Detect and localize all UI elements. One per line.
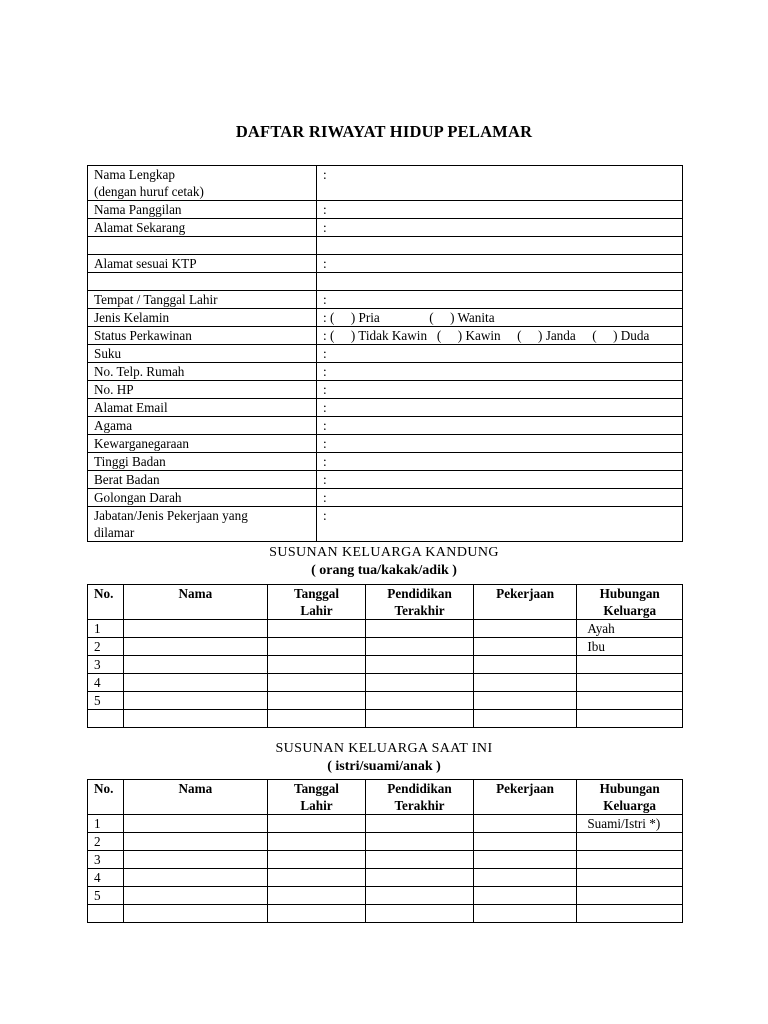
bio-label-line: Agama xyxy=(94,418,133,433)
bio-label-line: (dengan huruf cetak) xyxy=(94,184,204,199)
bio-label-line: No. HP xyxy=(94,382,134,397)
relationship-cell[interactable] xyxy=(577,905,683,923)
bio-value-field[interactable] xyxy=(317,255,683,273)
relationship-cell[interactable] xyxy=(577,692,683,710)
bio-label xyxy=(88,219,317,237)
bio-label xyxy=(88,291,317,309)
header-birthdate xyxy=(267,585,365,620)
applicant-bio-table xyxy=(87,165,683,542)
header-name-line: Nama xyxy=(178,781,213,796)
table-row xyxy=(88,869,683,887)
bio-label-line xyxy=(94,237,316,254)
bio-value-field[interactable] xyxy=(317,166,683,201)
header-education-line: Terakhir xyxy=(394,798,445,813)
bio-label-line: Jabatan/Jenis Pekerjaan yang xyxy=(94,508,248,523)
birthdate-cell[interactable] xyxy=(267,692,365,710)
birthdate-cell[interactable] xyxy=(267,656,365,674)
bio-value-field[interactable] xyxy=(317,291,683,309)
bio-value xyxy=(323,273,326,290)
bio-value xyxy=(323,237,326,254)
bio-label xyxy=(88,255,317,273)
name-cell[interactable] xyxy=(123,656,267,674)
bio-label-line: Alamat Email xyxy=(94,400,168,415)
bio-value: : xyxy=(323,202,327,217)
header-relationship xyxy=(577,780,683,815)
header-no xyxy=(88,585,124,620)
name-cell[interactable] xyxy=(123,674,267,692)
family-origin-subheading: ( orang tua/kakak/adik ) xyxy=(311,563,457,578)
bio-label xyxy=(88,309,317,327)
birthdate-cell[interactable] xyxy=(267,887,365,905)
family-current-subheading: ( istri/suami/anak ) xyxy=(327,759,441,774)
bio-row xyxy=(88,399,683,417)
education-cell[interactable] xyxy=(366,710,474,728)
bio-label-line: Nama Lengkap xyxy=(94,167,175,182)
row-number xyxy=(88,710,124,728)
bio-label-line: Suku xyxy=(94,346,122,361)
education-cell[interactable] xyxy=(366,674,474,692)
education-cell[interactable] xyxy=(366,620,474,638)
header-occupation xyxy=(473,780,577,815)
table-row xyxy=(88,710,683,728)
bio-label xyxy=(88,363,317,381)
occupation-cell[interactable] xyxy=(473,905,577,923)
name-cell[interactable] xyxy=(123,851,267,869)
family-origin-heading: SUSUNAN KELUARGA KANDUNG xyxy=(269,545,499,560)
bio-row xyxy=(88,255,683,273)
header-name xyxy=(123,780,267,815)
bio-value-field[interactable] xyxy=(317,453,683,471)
table-row xyxy=(88,638,683,656)
name-cell[interactable] xyxy=(123,710,267,728)
occupation-cell[interactable] xyxy=(473,815,577,833)
bio-label-line: Nama Panggilan xyxy=(94,202,182,217)
bio-row xyxy=(88,471,683,489)
birthdate-cell[interactable] xyxy=(267,620,365,638)
bio-label xyxy=(88,327,317,345)
bio-value-field[interactable] xyxy=(317,363,683,381)
family-origin-table xyxy=(87,584,683,728)
table-row xyxy=(88,620,683,638)
bio-label xyxy=(88,345,317,363)
bio-row xyxy=(88,327,683,345)
header-no-line: No. xyxy=(94,781,114,796)
bio-row xyxy=(88,417,683,435)
bio-row xyxy=(88,345,683,363)
bio-value-field[interactable] xyxy=(317,345,683,363)
education-cell[interactable] xyxy=(366,851,474,869)
bio-value: : xyxy=(323,400,327,415)
occupation-cell[interactable] xyxy=(473,620,577,638)
row-number: 4 xyxy=(88,674,124,692)
header-relationship xyxy=(577,585,683,620)
name-cell[interactable] xyxy=(123,869,267,887)
birthdate-cell[interactable] xyxy=(267,674,365,692)
education-cell[interactable] xyxy=(366,887,474,905)
education-cell[interactable] xyxy=(366,656,474,674)
name-cell[interactable] xyxy=(123,905,267,923)
row-number: 3 xyxy=(88,656,124,674)
birthdate-cell[interactable] xyxy=(267,869,365,887)
table-row xyxy=(88,692,683,710)
bio-label-line: Berat Badan xyxy=(94,472,160,487)
name-cell[interactable] xyxy=(123,638,267,656)
bio-value: : ( ) Tidak Kawin ( ) Kawin ( ) Janda ( ) Duda xyxy=(323,328,650,343)
occupation-cell[interactable] xyxy=(473,833,577,851)
bio-value: : xyxy=(323,454,327,469)
bio-label-line: Golongan Darah xyxy=(94,490,182,505)
table-header-row xyxy=(88,585,683,620)
bio-value: : ( ) Pria ( ) Wanita xyxy=(323,310,495,325)
bio-row xyxy=(88,219,683,237)
bio-row xyxy=(88,201,683,219)
bio-label xyxy=(88,399,317,417)
birthdate-cell[interactable] xyxy=(267,638,365,656)
bio-label xyxy=(88,453,317,471)
header-education-line: Pendidikan xyxy=(387,781,452,796)
header-occupation xyxy=(473,585,577,620)
bio-label xyxy=(88,166,317,201)
bio-row xyxy=(88,291,683,309)
row-number: 5 xyxy=(88,692,124,710)
birthdate-cell[interactable] xyxy=(267,905,365,923)
bio-label-line: Tinggi Badan xyxy=(94,454,166,469)
header-education xyxy=(366,585,474,620)
header-education-line: Pendidikan xyxy=(387,586,452,601)
bio-value: : xyxy=(323,508,327,523)
education-cell[interactable] xyxy=(366,869,474,887)
row-number: 1 xyxy=(88,815,124,833)
bio-label xyxy=(88,489,317,507)
header-birthdate xyxy=(267,780,365,815)
header-relationship-line: Hubungan xyxy=(599,586,660,601)
occupation-cell[interactable] xyxy=(473,692,577,710)
name-cell[interactable] xyxy=(123,833,267,851)
occupation-cell[interactable] xyxy=(473,869,577,887)
bio-value-field[interactable] xyxy=(317,507,683,542)
header-education xyxy=(366,780,474,815)
bio-label-line: Status Perkawinan xyxy=(94,328,192,343)
header-relationship-line: Keluarga xyxy=(603,798,657,813)
bio-label-line: No. Telp. Rumah xyxy=(94,364,185,379)
bio-label xyxy=(88,435,317,453)
relationship-cell[interactable] xyxy=(577,833,683,851)
bio-value: : xyxy=(323,490,327,505)
row-number: 5 xyxy=(88,887,124,905)
relationship-cell[interactable] xyxy=(577,887,683,905)
bio-label-line: Alamat Sekarang xyxy=(94,220,186,235)
header-occupation-line: Pekerjaan xyxy=(496,586,555,601)
bio-row xyxy=(88,507,683,542)
table-row xyxy=(88,851,683,869)
education-cell[interactable] xyxy=(366,692,474,710)
bio-row xyxy=(88,363,683,381)
bio-label xyxy=(88,507,317,542)
relationship-cell[interactable] xyxy=(577,851,683,869)
bio-value: : xyxy=(323,418,327,433)
header-birthdate-line: Lahir xyxy=(300,798,333,813)
occupation-cell[interactable] xyxy=(473,851,577,869)
name-cell[interactable] xyxy=(123,887,267,905)
bio-value: : xyxy=(323,364,327,379)
birthdate-cell[interactable] xyxy=(267,710,365,728)
header-birthdate-line: Tanggal xyxy=(294,781,339,796)
family-current-table xyxy=(87,779,683,923)
bio-label xyxy=(88,471,317,489)
bio-row xyxy=(88,237,683,255)
bio-label xyxy=(88,381,317,399)
bio-row xyxy=(88,381,683,399)
name-cell[interactable] xyxy=(123,692,267,710)
bio-label-line: Alamat sesuai KTP xyxy=(94,256,197,271)
occupation-cell[interactable] xyxy=(473,638,577,656)
bio-label-line: Jenis Kelamin xyxy=(94,310,170,325)
row-number: 4 xyxy=(88,869,124,887)
header-occupation-line: Pekerjaan xyxy=(496,781,554,796)
birthdate-cell[interactable] xyxy=(267,851,365,869)
bio-row xyxy=(88,435,683,453)
bio-value: : xyxy=(323,220,327,235)
relationship-cell[interactable] xyxy=(577,674,683,692)
relationship-cell[interactable]: Suami/Istri *) xyxy=(577,815,683,833)
bio-value: : xyxy=(323,472,327,487)
header-name-line: Nama xyxy=(178,586,213,601)
bio-label-line: dilamar xyxy=(94,525,135,540)
bio-value-field[interactable] xyxy=(317,201,683,219)
bio-value-field[interactable] xyxy=(317,417,683,435)
relationship-cell[interactable] xyxy=(577,710,683,728)
relationship-cell[interactable] xyxy=(577,656,683,674)
header-birthdate-line: Lahir xyxy=(300,603,333,618)
row-number: 2 xyxy=(88,833,124,851)
header-no xyxy=(88,780,124,815)
family-current-section-heading xyxy=(0,741,768,775)
bio-row xyxy=(88,489,683,507)
relationship-cell[interactable] xyxy=(577,869,683,887)
row-number xyxy=(88,905,124,923)
bio-value-field[interactable] xyxy=(317,219,683,237)
family-current-heading: SUSUNAN KELUARGA SAAT INI xyxy=(275,741,493,756)
bio-value-field[interactable] xyxy=(317,489,683,507)
bio-label xyxy=(88,201,317,219)
bio-value: : xyxy=(323,436,327,451)
bio-value: : xyxy=(323,382,327,397)
name-cell[interactable] xyxy=(123,620,267,638)
education-cell[interactable] xyxy=(366,638,474,656)
table-row xyxy=(88,887,683,905)
table-row xyxy=(88,815,683,833)
bio-value: : xyxy=(323,256,327,271)
bio-row xyxy=(88,309,683,327)
bio-value: : xyxy=(323,346,327,361)
bio-row xyxy=(88,166,683,201)
bio-label-line xyxy=(94,273,316,290)
bio-label xyxy=(88,273,317,291)
bio-value-field[interactable] xyxy=(317,471,683,489)
occupation-cell[interactable] xyxy=(473,674,577,692)
table-row xyxy=(88,833,683,851)
bio-row xyxy=(88,273,683,291)
birthdate-cell[interactable] xyxy=(267,833,365,851)
header-relationship-line: Hubungan xyxy=(599,781,660,796)
header-birthdate-line: Tanggal xyxy=(294,586,340,601)
row-number: 1 xyxy=(88,620,124,638)
occupation-cell[interactable] xyxy=(473,656,577,674)
document-title: DAFTAR RIWAYAT HIDUP PELAMAR xyxy=(235,122,533,141)
education-cell[interactable] xyxy=(366,905,474,923)
bio-label xyxy=(88,417,317,435)
name-cell[interactable] xyxy=(123,815,267,833)
relationship-cell[interactable]: Ibu xyxy=(577,638,683,656)
bio-value-field[interactable] xyxy=(317,435,683,453)
bio-label-line: Tempat / Tanggal Lahir xyxy=(94,292,218,307)
birthdate-cell[interactable] xyxy=(267,815,365,833)
table-row xyxy=(88,656,683,674)
bio-value-field[interactable] xyxy=(317,399,683,417)
bio-label xyxy=(88,237,317,255)
education-cell[interactable] xyxy=(366,833,474,851)
table-row xyxy=(88,905,683,923)
occupation-cell[interactable] xyxy=(473,710,577,728)
header-no-line: No. xyxy=(94,586,114,601)
bio-value-field[interactable] xyxy=(317,327,683,345)
header-relationship-line: Keluarga xyxy=(603,603,657,618)
table-header-row xyxy=(88,780,683,815)
relationship-cell[interactable]: Ayah xyxy=(577,620,683,638)
row-number: 3 xyxy=(88,851,124,869)
bio-label-line: Kewarganegaraan xyxy=(94,436,189,451)
occupation-cell[interactable] xyxy=(473,887,577,905)
bio-row xyxy=(88,453,683,471)
bio-value-field[interactable] xyxy=(317,309,683,327)
family-origin-section-heading xyxy=(0,545,768,579)
bio-value: : xyxy=(323,292,327,307)
bio-value-field[interactable] xyxy=(317,273,683,291)
row-number: 2 xyxy=(88,638,124,656)
bio-value-field[interactable] xyxy=(317,237,683,255)
table-row xyxy=(88,674,683,692)
header-name xyxy=(123,585,267,620)
bio-value-field[interactable] xyxy=(317,381,683,399)
bio-value: : xyxy=(323,167,327,182)
education-cell[interactable] xyxy=(366,815,474,833)
header-education-line: Terakhir xyxy=(394,603,445,618)
